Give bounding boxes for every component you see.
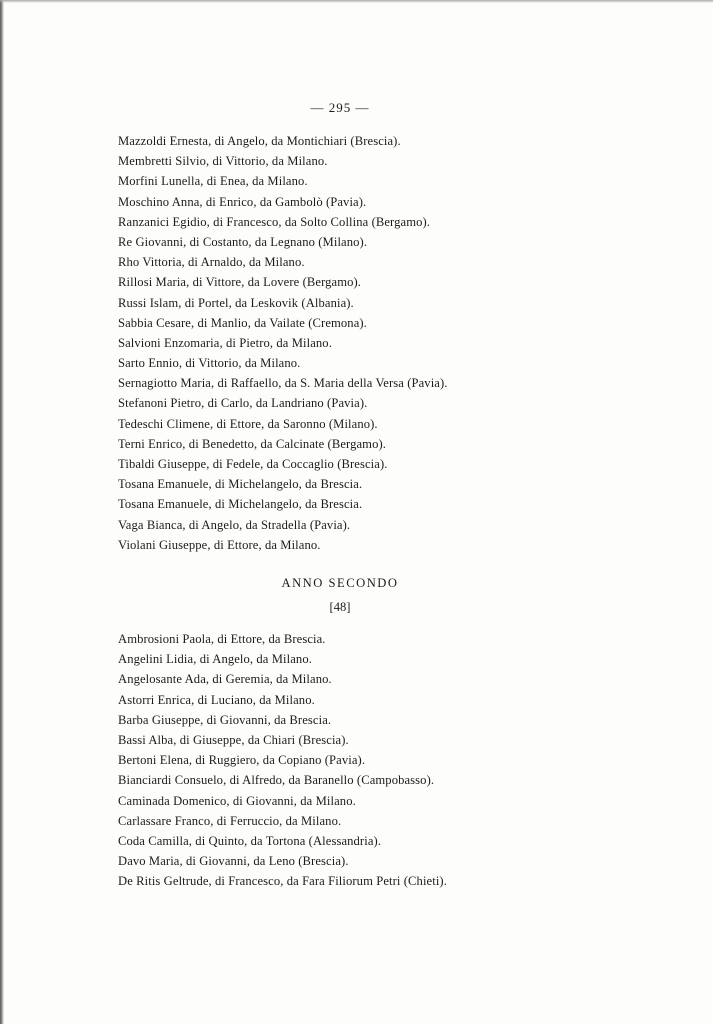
list-item: Salvioni Enzomaria, di Pietro, da Milano. [118,335,332,350]
list-item: Caminada Domenico, di Giovanni, da Milano. [118,793,356,808]
list-item: Barba Giuseppe, di Giovanni, da Brescia. [118,712,332,727]
list-item: Rho Vittoria, di Arnaldo, da Milano. [118,255,305,270]
list-item: De Ritis Geltrude, di Francesco, da Fara Filiorum Petri (Chieti). [118,874,447,889]
list-item: Angelosante Ada, di Geremia, da Milano. [118,672,332,687]
list-item: Moschino Anna, di Enrico, da Gambolò (Pavia). [118,194,367,209]
list-item: Russi Islam, di Portel, da Leskovik (Albania). [118,295,354,310]
list-item: Rillosi Maria, di Vittore, da Lovere (Bergamo). [118,275,362,290]
list-item: Davo Maria, di Giovanni, da Leno (Brescia). [118,854,349,869]
scan-edge-left [0,0,4,1024]
list-item: Violani Giuseppe, di Ettore, da Milano. [118,537,321,552]
list-item: Angelini Lidia, di Angelo, da Milano. [118,652,312,667]
list-item: Stefanoni Pietro, di Carlo, da Landriano (Pavia). [118,396,368,411]
section-count: [48] [329,600,351,614]
list-item: Morfini Lunella, di Enea, da Milano. [118,174,308,189]
list-item: Ambrosioni Paola, di Ettore, da Brescia. [118,632,326,646]
list-item: Bertoni Elena, di Ruggiero, da Copiano (Pavia). [118,753,366,768]
list-item: Terni Enrico, di Benedetto, da Calcinate (Bergamo). [118,436,387,451]
list-item: Tosana Emanuele, di Michelangelo, da Brescia. [118,497,363,512]
list-item: Mazzoldi Ernesta, di Angelo, da Montichiari (Brescia). [118,134,401,148]
list-item: Coda Camilla, di Quinto, da Tortona (Alessandria). [118,833,382,848]
list-item: Carlassare Franco, di Ferruccio, da Milano. [118,813,342,828]
list-item: Astorri Enrica, di Luciano, da Milano. [118,692,315,707]
scan-edge-top [0,0,713,3]
list-item: Membretti Silvio, di Vittorio, da Milano. [118,154,328,169]
second-name-list [118,629,447,891]
list-item: Ranzanici Egidio, di Francesco, da Solto Collina (Bergamo). [118,214,431,229]
list-item: Tibaldi Giuseppe, di Fedele, da Coccaglio (Brescia). [118,457,388,471]
list-item: Re Giovanni, di Costanto, da Legnano (Milano). [118,234,368,249]
section-title: ANNO SECONDO [281,576,399,590]
list-item: Bianciardi Consuelo, di Alfredo, da Baranello (Campobasso). [118,773,435,788]
list-item: Sabbia Cesare, di Manlio, da Vailate (Cremona). [118,315,367,330]
page-number: — 295 — [310,100,370,115]
list-item: Tosana Emanuele, di Michelangelo, da Brescia. [118,477,363,492]
list-item: Bassi Alba, di Giuseppe, da Chiari (Brescia). [118,732,349,747]
list-item: Sernagiotto Maria, di Raffaello, da S. Maria della Versa (Pavia). [118,376,448,391]
list-item: Sarto Ennio, di Vittorio, da Milano. [118,356,301,371]
first-name-list [118,131,448,555]
list-item: Tedeschi Climene, di Ettore, da Saronno (Milano). [118,416,378,431]
list-item: Vaga Bianca, di Angelo, da Stradella (Pavia). [118,517,351,532]
